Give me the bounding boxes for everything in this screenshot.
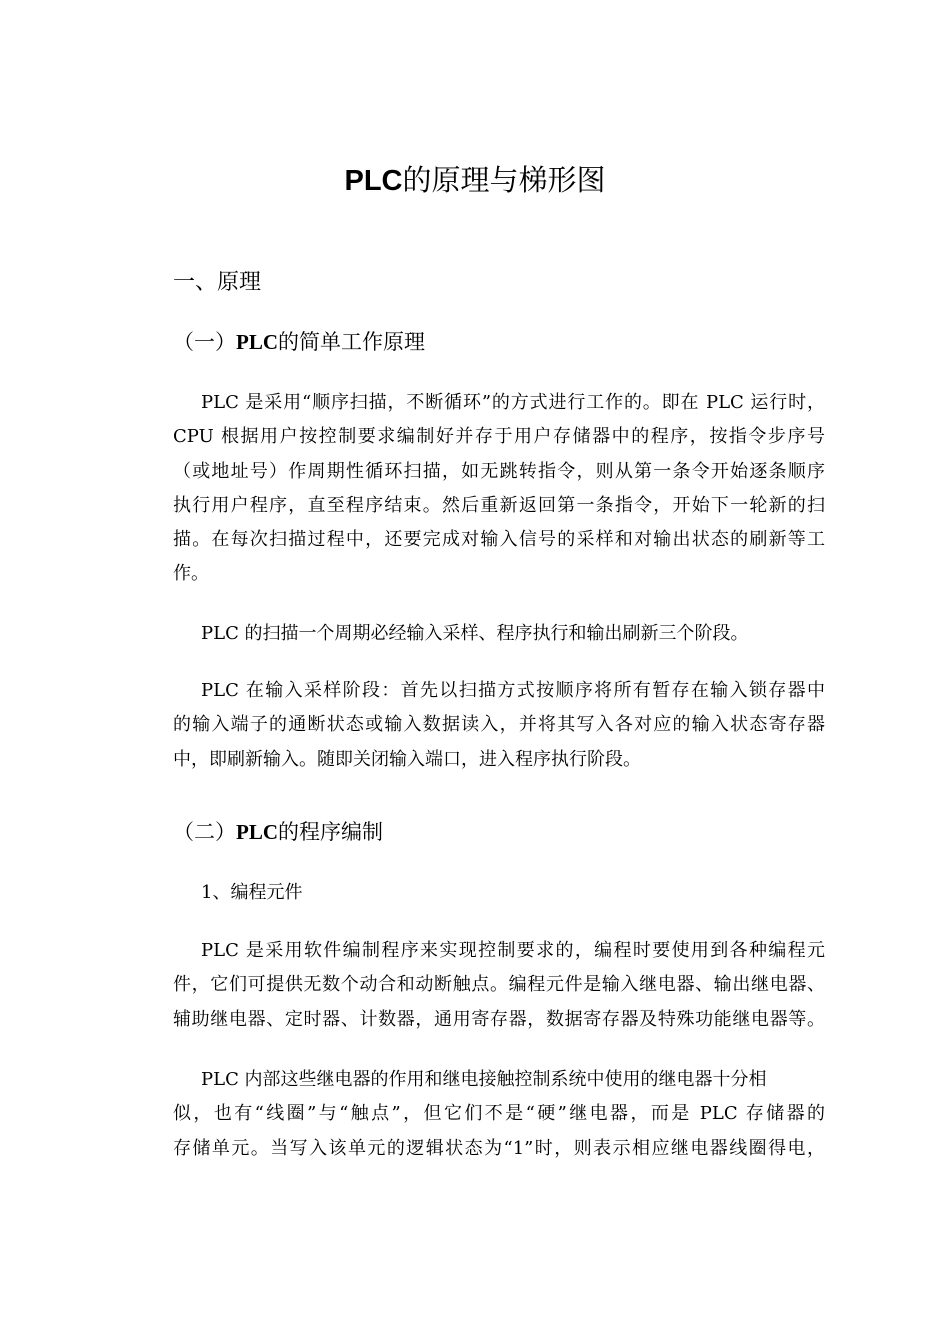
paragraph-scan-cycle (173, 386, 825, 592)
paragraph-line: PLC 是采用“顺序扫描，不断循环”的方式进行工作的。即在 PLC 运行时， (201, 392, 825, 413)
subsection-heading-programming (173, 817, 383, 847)
subsection-latin: PLC (236, 330, 278, 354)
paragraph-line: 描。在每次扫描过程中，还要完成对输入信号的采样和对输出状态的刷新等工 (173, 529, 825, 551)
paragraph-line: 辅助继电器、定时器、计数器，通用寄存器，数据寄存器及特殊功能继电器等。 (173, 1008, 825, 1030)
paragraph-line: PLC 内部这些继电器的作用和继电接触控制系统中使用的继电器十分相 (201, 1069, 767, 1090)
paragraph-line: 的输入端子的通断状态或输入数据读入，并将其写入各对应的输入状态寄存器 (173, 714, 825, 736)
paragraph-line: PLC 在输入采样阶段：首先以扫描方式按顺序将所有暂存在输入锁存器中 (201, 680, 825, 701)
paragraph-line: （或地址号）作周期性循环扫描，如无跳转指令，则从第一条令开始逐条顺序 (173, 460, 825, 482)
subsection-text: 的简单工作原理 (278, 330, 425, 354)
title-latin: PLC (344, 165, 403, 197)
paragraph-internal-relays (173, 1063, 825, 1166)
paragraph-line: 似，也有“线圈”与“触点”，但它们不是“硬”继电器，而是 PLC 存储器的 (173, 1103, 825, 1125)
paragraph-programming-elements (173, 934, 825, 1037)
paragraph-line: 执行用户程序，直至程序结束。然后重新返回第一条指令，开始下一轮新的扫 (173, 494, 825, 516)
subsection-prefix: （一） (173, 330, 236, 354)
paragraph-line: CPU 根据用户按控制要求编制好并存于用户存储器中的程序，按指令步序号 (173, 426, 825, 448)
paragraph-line: 存储单元。当写入该单元的逻辑状态为“1”时，则表示相应继电器线圈得电， (173, 1137, 825, 1159)
title-text: 的原理与梯形图 (402, 163, 606, 197)
paragraph-line: 中，即刷新输入。随即关闭输入端口，进入程序执行阶段。 (173, 748, 641, 770)
paragraph-line: PLC 是采用软件编制程序来实现控制要求的，编程时要使用到各种编程元 (201, 940, 825, 961)
subsection-text: 的程序编制 (278, 820, 383, 844)
paragraph-line: PLC 的扫描一个周期必经输入采样、程序执行和输出刷新三个阶段。 (201, 623, 749, 644)
subsection-latin: PLC (236, 820, 278, 844)
section-heading-principle: 一、原理 (173, 270, 262, 295)
paragraph-input-sampling (173, 674, 825, 777)
subsection-prefix: （二） (173, 820, 236, 844)
paragraph-line: 作。 (173, 563, 209, 585)
item-heading-programming-elements: 1、编程元件 (201, 882, 303, 903)
paragraph-line: 件，它们可提供无数个动合和动断触点。编程元件是输入继电器、输出继电器、 (173, 974, 825, 996)
document-title (0, 160, 950, 201)
subsection-heading-working-principle (173, 327, 425, 357)
paragraph-three-stages (173, 617, 825, 651)
